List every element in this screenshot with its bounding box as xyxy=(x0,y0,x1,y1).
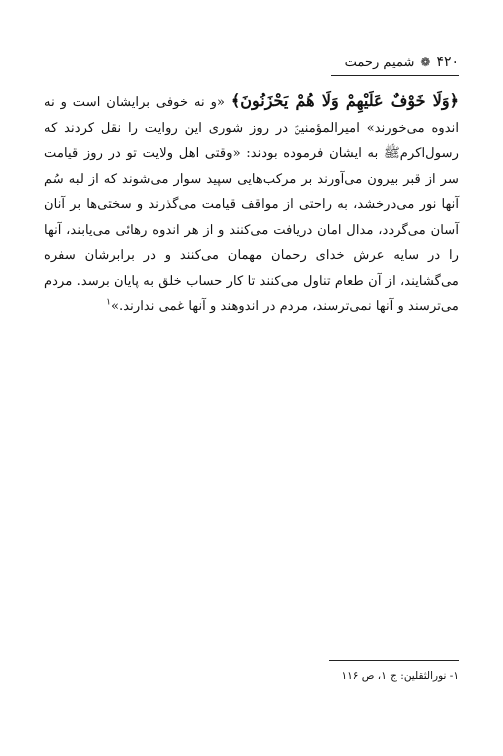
page-header xyxy=(44,50,459,74)
paragraph-text: «و نه خوفی برایشان است و نه اندوه می‌خورند» امیرالمؤمنینؑ در روز شوری این روایت را نقل کردند که رسول‌اکرمﷺ به ایشان فرموده بودند: «وقتی اهل ولایت تو در روز قیامت سر از قبر بیرون می‌آورند بر مرکب‌هایی سپید سوار می‌شوند که از لبه سُم آنها نور می‌درخشد، به راحتی از مواقف قیامت می‌گذرند و سختی‌ها بر آنان آسان می‌گردد، مدال امان دریافت می‌کنند و از هر اندوه رهائی می‌یابند، آنها را در سایه عرش خدای رحمان مهمان می‌کنند و در برابرشان سفره می‌گشایند، از آن طعام تناول می‌کنند تا کار حساب خلق به پایان برسد. مردم می‌ترسند و آنها نمی‌ترسند، مردم در اندوهند و آنها غمی ندارند.» xyxy=(44,95,459,314)
main-paragraph xyxy=(44,88,459,320)
footnote-divider xyxy=(329,660,459,661)
quran-verse: ﴿وَلَا خَوْفٌ عَلَيْهِمْ وَلَا هُمْ يَحْزَنُونَ﴾ xyxy=(230,91,459,110)
running-title: شمیم رحمت xyxy=(344,54,415,70)
ornament-icon: ❁ xyxy=(420,55,431,69)
header-divider xyxy=(331,75,459,76)
footnote-marker: ۱ xyxy=(106,297,111,308)
footnote: ۱- نورالثقلین: ج ۱، ص ۱۱۶ xyxy=(341,670,459,682)
page-number: ۴۲۰ xyxy=(436,54,459,70)
